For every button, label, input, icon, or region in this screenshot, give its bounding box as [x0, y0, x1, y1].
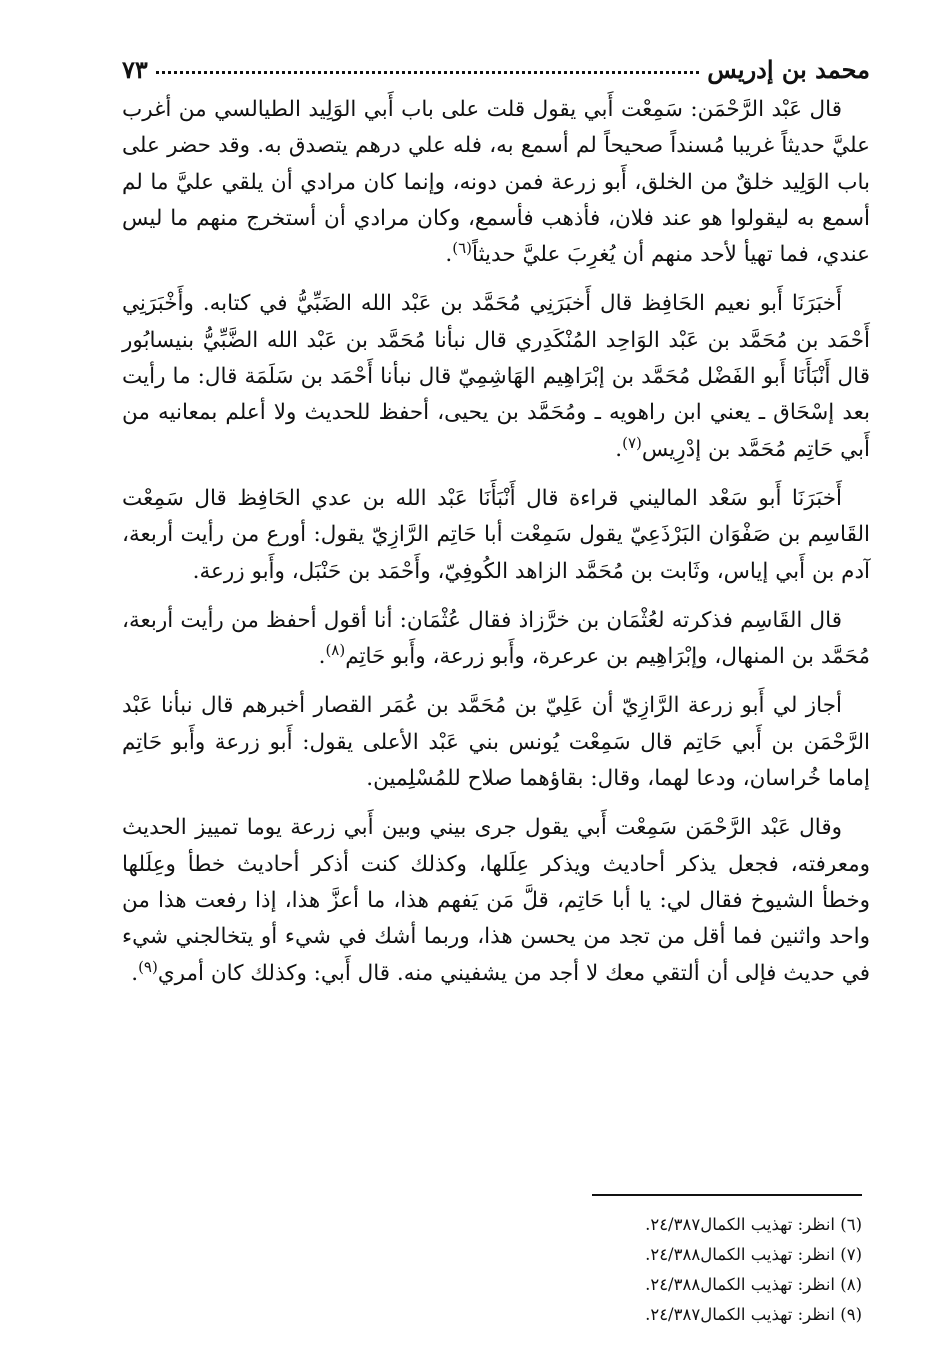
paragraph: [122, 603, 870, 676]
page-number: ٧٣: [122, 55, 148, 84]
paragraph-text: أجاز لي أَبو زرعة الرَّازِيّ أن عَلِيّ بن مُحَمَّد بن عُمَر القصار أخبرهم قال نبأنا عَبْد الرَّحْمَن بن أَبي حَاتِم قال سَمِعْت يُونس بني عَبْد الأعلى يقول: أَبو زرعة وأَبو حَاتِم إماما خُراسان، ودعا لهما، وقال: بقاؤهما صلاح للمُسْلِمين.: [122, 693, 870, 792]
footnote: (٩) انظر: تهذيب الكمال٢٤/٣٨٧.: [645, 1305, 862, 1324]
footnote-marker[interactable]: (٨): [325, 641, 346, 659]
running-header: [122, 36, 870, 84]
paragraph-text: قال عَبْد الرَّحْمَن: سَمِعْت أَبي يقول قلت على باب أَبي الوَلِيد الطيالسي من أغرب عليَّ حديثاً غريبا مُسنداً صحيحاً لم أسمع به، فله علي درهم يتصدق به. وقد حضر على باب الوَلِيد خلقٌ من الخلق، أَبو زرعة فمن دونه، وإنما كان مرادي أن يلقي عليَّ ما لم أسمع به ليقولوا هو عند فلان، فأذهب فأسمع، وكان مرادي أن أستخرج منهم ما ليس عندي، فما تهيأ لأحد منهم أن يُغرِبَ عليَّ حديثاً: [122, 97, 870, 268]
footnote-separator: [592, 1194, 862, 1196]
paragraph: [122, 286, 870, 467]
paragraph: [122, 810, 870, 991]
paragraph: [122, 688, 870, 797]
footnote-marker[interactable]: (٧): [622, 433, 642, 452]
paragraph-end: .: [615, 436, 623, 462]
header-dotted-leader: [156, 71, 700, 74]
paragraph-end: .: [445, 242, 453, 268]
header-title: محمد بن إدريس: [707, 55, 870, 84]
footnote-marker[interactable]: (٩): [138, 957, 158, 976]
footnote: (٧) انظر: تهذيب الكمال٢٤/٣٨٨.: [645, 1245, 862, 1264]
paragraph: [122, 92, 870, 273]
paragraph-text: أَخبَرَنَا أَبو سَعْد الماليني قراءة قال أَنْبَأَنَا عَبْد الله بن عدي الحَافِظ قال سَمِعْت القَاسِم بن صَفْوَان البَرْذَعِيّ يقول سَمِعْت أبا حَاتِم الرَّازِيّ يقول: أورع من رأيت أربعة، آدم بن أَبي إياس، وثَابت بن مُحَمَّد الزاهد الكُوفِيّ، وأَحْمَد بن حَنْبَل، وأَبو زرعة.: [122, 485, 870, 584]
paragraph-text: وقال عَبْد الرَّحْمَن سَمِعْت أَبي يقول جرى بيني وبين أَبي زرعة يوما تمييز الحديث ومعرفته، فجعل يذكر أحاديث ويذكر عِلَلها، وكذلك كنت أذكر أحاديث خطأ وعِلَلها وخطأ الشيوخ فقال لي: يا أبا حَاتِم، قلَّ مَن يَفهم هذا، ما أعزَّ هذا، إذا رفعت هذا من واحد واثنين فما أقل من تجد من يحسن هذا، وربما أشك في شيء أو يتخالجني شيء في حديث فإلى أن ألتقي معك لا أجد من يشفيني منه. قال أَبي: وكذلك كان أمري: [122, 815, 870, 986]
paragraph: [122, 481, 870, 590]
footnotes: [530, 1210, 862, 1330]
footnote: (٦) انظر: تهذيب الكمال٢٤/٣٨٧.: [645, 1215, 862, 1234]
footnote-marker[interactable]: (٦): [452, 239, 473, 258]
paragraph-text: أَخبَرَنَا أَبو نعيم الحَافِظ قال أَخبَرَنِي مُحَمَّد بن عَبْد الله الضَبِّيُّ في كتابه. وأَخْبَرَنِي أَحْمَد بن مُحَمَّد بن عَبْد الوَاحِد المُنْكَدِري قال نبأنا مُحَمَّد بن عَبْد الله الضَّبِّيُّ بنيسابُور قال أَنْبَأَنَا أَبو الفَضْل مُحَمَّد بن إبْرَاهِيم الهَاشِمِيّ قال نبأنا أَحْمَد بن سَلَمَة قال: ما رأيت بعد إسْحَاق ـ يعني ابن راهويه ـ ومُحَمَّد بن يحيى، أحفظ للحديث ولا أعلم بمعانيه من أَبي حَاتِم مُحَمَّد بن إدْرِيس: [122, 291, 870, 462]
paragraph-end: .: [131, 960, 139, 986]
paragraph-end: .: [318, 644, 326, 670]
paragraph-text: قال القَاسِم فذكرته لعُثْمَان بن خرَّزاذ فقال عُثْمَان: أنا أقول أحفظ من رأيت أربعة، مُحَمَّد بن المنهال، وإبْرَاهِيم بن عرعرة، وأَبو زرعة، وأَبو حَاتِم: [122, 607, 870, 670]
footnote: (٨) انظر: تهذيب الكمال٢٤/٣٨٨.: [645, 1275, 862, 1294]
body-text: [122, 92, 870, 1005]
